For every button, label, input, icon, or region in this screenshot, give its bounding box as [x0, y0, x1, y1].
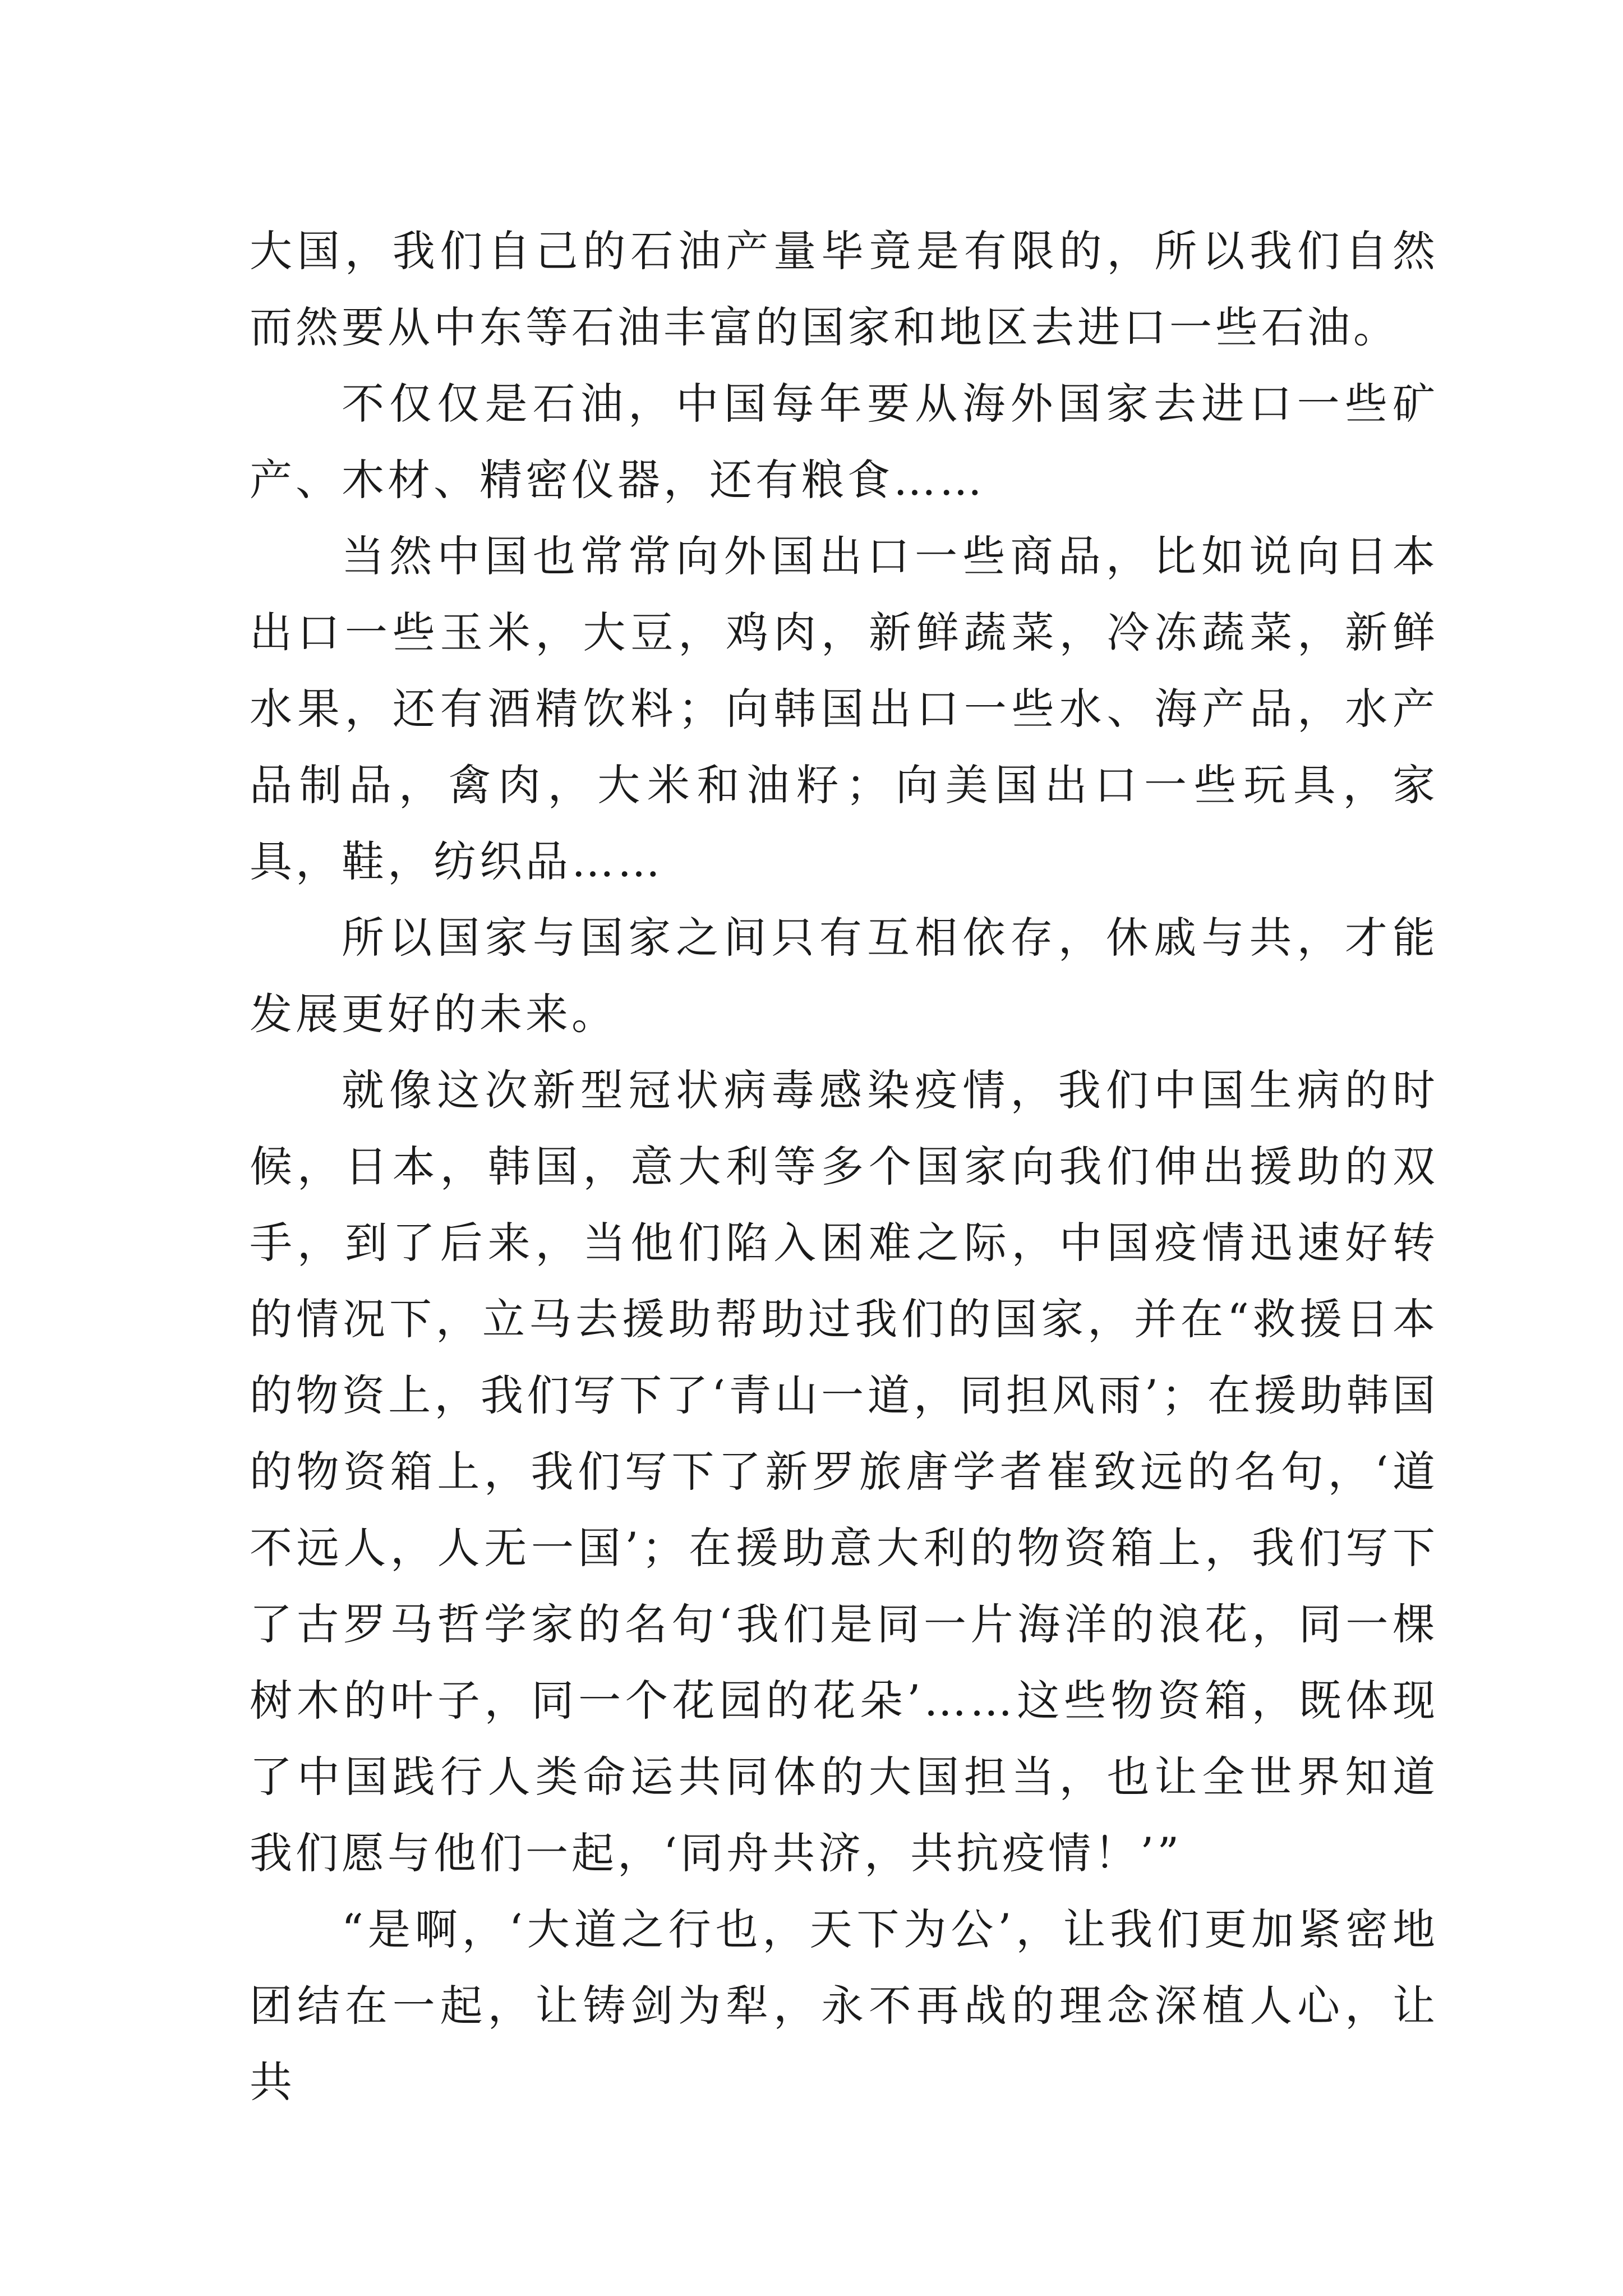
paragraph-exports: 当然中国也常常向外国出口一些商品，比如说向日本出口一些玉米，大豆，鸡肉，新鲜蔬菜，冷冻蔬菜，新鲜水果，还有酒精饮料；向韩国出口一些水、海产品，水产品制品，禽肉，大米和油籽；向美国出口一些玩具，家具，鞋，纺织品…… — [250, 531, 1438, 886]
body-text — [250, 213, 1438, 2120]
paragraph-quote: “是啊，‘大道之行也，天下为公’，让我们更加紧密地团结在一起，让铸剑为犁，永不再战的理念深植人心，让共 — [250, 1904, 1438, 2107]
paragraph-pandemic-aid: 就像这次新型冠状病毒感染疫情，我们中国生病的时候，日本，韩国，意大利等多个国家向我们伸出援助的双手，到了后来，当他们陷入困难之际，中国疫情迅速好转的情况下，立马去援助帮助过我们的国家，并在“救援日本的物资上，我们写下了‘青山一道，同担风雨’；在援助韩国的物资箱上，我们写下了新罗旅唐学者崔致远的名句，‘道不远人，人无一国’；在援助意大利的物资箱上，我们写下了古罗马哲学家的名句‘我们是同一片海洋的浪花，同一棵树木的叶子，同一个花园的花朵’……这些物资箱，既体现了中国践行人类命运共同体的大国担当，也让全世界知道我们愿与他们一起，‘同舟共济，共抗疫情！’” — [250, 1065, 1438, 1878]
paragraph-imports: 不仅仅是石油，中国每年要从海外国家去进口一些矿产、木材、精密仪器，还有粮食…… — [250, 379, 1438, 505]
paragraph-continuation: 大国，我们自己的石油产量毕竟是有限的，所以我们自然而然要从中东等石油丰富的国家和地区去进口一些石油。 — [250, 226, 1438, 352]
paragraph-interdependence: 所以国家与国家之间只有互相依存，休戚与共，才能发展更好的未来。 — [250, 913, 1438, 1039]
